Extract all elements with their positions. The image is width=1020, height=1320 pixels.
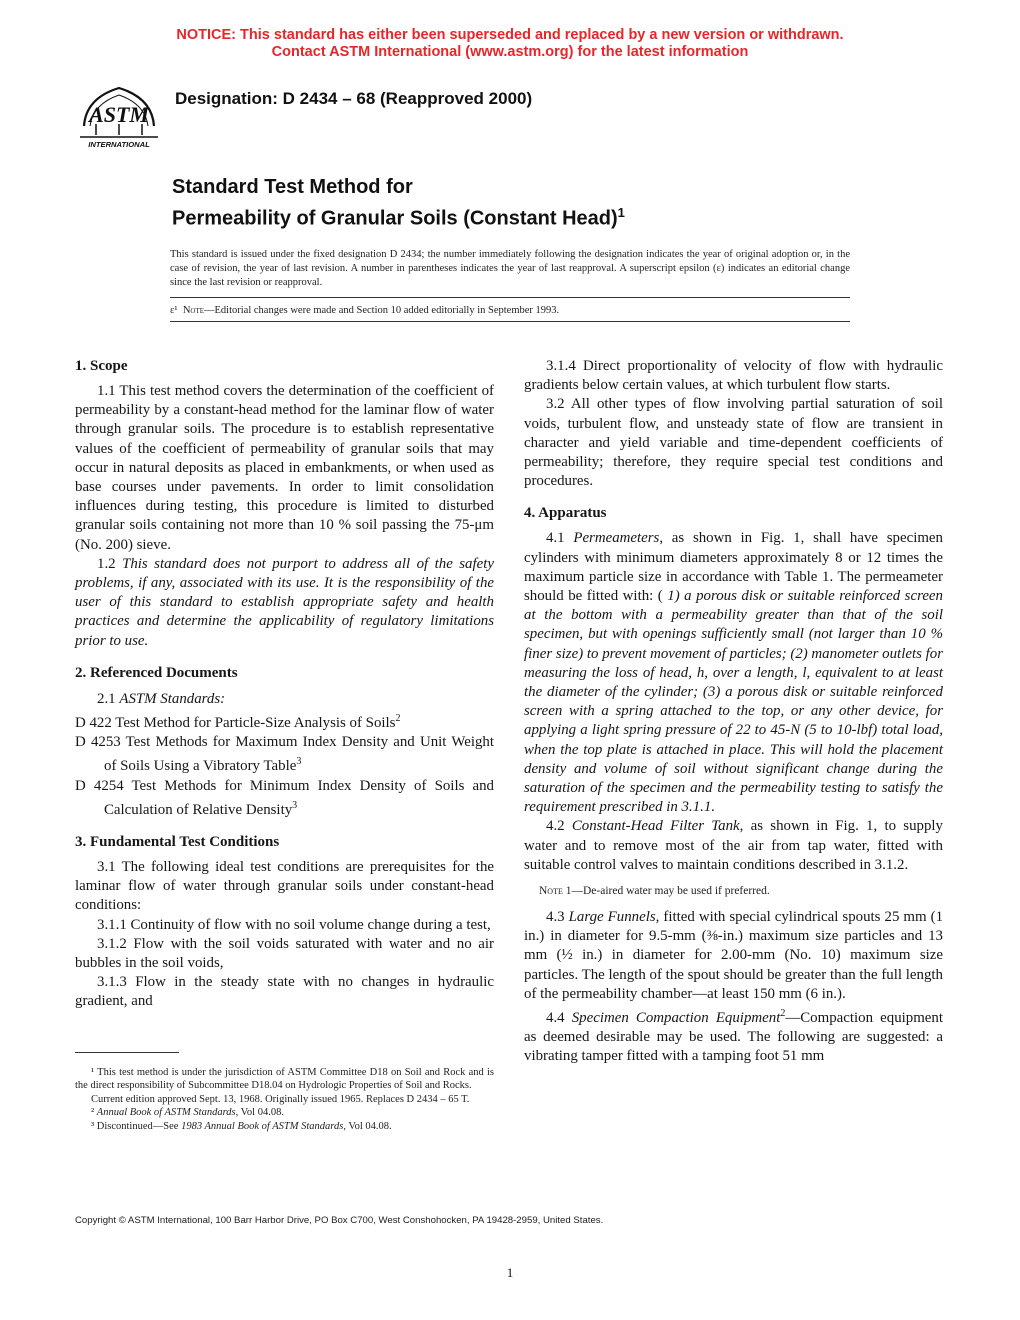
para-4-1: 4.1 Permeameters, as shown in Fig. 1, shall have specimen cylinders with minimum diameters approximately 8 or 12 times the maximum particle size in accordance with Table 1. The permeameter should be fitted with: ( 1) a porous disk or suitable reinforced screen at the bottom with a permeability greater than that of the soil specimen, but with openings sufficiently small (not larger than 10 % finer size) to prevent movement of particles; (2) manometer outlets for measuring the loss of head, h, over a length, l, equivalent to at least the diameter of the cylinder; (3) a porous disk or suitable reinforced screen with a spring attached to the top, or any other device, for applying a light spring pressure of 22 to 45-N (5 to 10-lbf) total load, when the top plate is attached in place. This will hold the placement density and volume of soil without significant change during the saturation of the specimen and the permeability testing to satisfy the requirement prescribed in 3.1.1. bbox=[524, 530, 943, 816]
title-line-2: Permeability of Granular Soils (Constant Head)$^1$ bbox=[172, 205, 625, 230]
para-3-1-4: 3.1.4 Direct proportionality of velocity of flow with hydraulic gradients below certain values, at which turbulent flow starts. bbox=[524, 358, 943, 394]
footnote-2: ² Annual Book of ASTM Standards, Vol 04.08. bbox=[91, 1107, 284, 1119]
para-4-4: 4.4 Specimen Compaction Equipment$^2$—Compaction equipment as deemed desirable may be used. The following are suggested: a vibrating tamper fitted with a tamping foot 51 mm bbox=[524, 1008, 943, 1065]
section-3-heading: 3. Fundamental Test Conditions bbox=[75, 833, 280, 850]
para-2-1: 2.1 ASTM Standards: bbox=[97, 690, 226, 707]
para-3-1-1: 3.1.1 Continuity of flow with no soil volume change during a test, bbox=[97, 916, 491, 933]
para-3-1-3: 3.1.3 Flow in the steady state with no changes in hydraulic gradient, and bbox=[75, 974, 494, 1010]
reference-d422: D 422 Test Method for Particle-Size Analysis of Soils$^2$ bbox=[75, 713, 401, 732]
notice-line-1: NOTICE: This standard has either been superseded and replaced by a new version or withdrawn. bbox=[176, 27, 844, 43]
notice-line-2: Contact ASTM International (www.astm.org) for the latest information bbox=[271, 44, 749, 60]
preamble-bottom-rule bbox=[170, 321, 850, 322]
copyright: Copyright © ASTM International, 100 Barr Harbor Drive, PO Box C700, West Conshohocken, PA 19428-2959, United States. bbox=[75, 1215, 604, 1226]
para-3-1-2: 3.1.2 Flow with the soil voids saturated with water and no air bubbles in the soil voids, bbox=[75, 935, 494, 971]
note-1: Note 1—De-aired water may be used if preferred. bbox=[539, 885, 770, 898]
logo-subtitle: INTERNATIONAL bbox=[88, 140, 150, 149]
footnote-1-edition: Current edition approved Sept. 13, 1968. Originally issued 1965. Replaces D 2434 – 65 T. bbox=[91, 1093, 470, 1105]
para-3-2: 3.2 All other types of flow involving partial saturation of soil voids, turbulent flow, and unsteady state of flow are transient in character and yield variable and time-dependent coefficients of permeability; therefore, they require special test conditions and procedures. bbox=[524, 396, 943, 490]
footnote-3: ³ Discontinued—See 1983 Annual Book of ASTM Standards, Vol 04.08. bbox=[91, 1120, 392, 1132]
title-footnote-mark: 1 bbox=[617, 205, 625, 220]
section-1-heading: 1. Scope bbox=[75, 358, 128, 374]
para-1-2: 1.2 This standard does not purport to address all of the safety problems, if any, associated with its use. It is the responsibility of the user of this standard to establish appropriate safety and health practices and determine the applicability of regulatory limitations prior to use. bbox=[75, 555, 494, 649]
section-4-heading: 4. Apparatus bbox=[524, 505, 607, 522]
logo-letters: ASTM bbox=[89, 102, 149, 127]
preamble-top-rule bbox=[170, 297, 850, 298]
reference-d4253: D 4253 Test Methods for Maximum Index Density and Unit Weight of Soils Using a Vibratory Table$^3$ bbox=[75, 734, 494, 775]
footnote-1: ¹ This test method is under the jurisdiction of ASTM Committee D18 on Soil and Rock and is the direct responsibility of Subcommittee D18.04 on Hydrologic Properties of Soil and Rocks. bbox=[75, 1067, 494, 1092]
para-1-1: 1.1 This test method covers the determination of the coefficient of permeability by a constant-head method for the laminar flow of water through granular soils. The procedure is to establish representative values of the coefficient of permeability of granular soils that may occur in natural deposits as placed in embankments, or when used as base courses under pavements. In order to limit consolidation influences during testing, this procedure is limited to disturbed granular soils containing not more than 10 % soil passing the 75-μm (No. 200) sieve. bbox=[75, 383, 494, 553]
right-column bbox=[524, 357, 943, 1067]
withdrawal-notice bbox=[0, 27, 1020, 61]
para-4-3: 4.3 Large Funnels, fitted with special cylindrical spouts 25 mm (1 in.) in diameter for 9.5-mm (⅜-in.) maximum size particles and 13 mm (½ in.) in diameter for 2.00-mm (No. 10) maximum size particles. The length of the spout should be greater than the full length of the permeability chamber—at least 150 mm (6 in.). bbox=[524, 909, 944, 1002]
designation: Designation: D 2434 – 68 (Reapproved 2000) bbox=[175, 89, 533, 108]
para-3-1: 3.1 The following ideal test conditions are prerequisites for the laminar flow of water through granular soils under constant-head conditions: bbox=[75, 858, 494, 914]
footnote-rule bbox=[75, 1052, 179, 1053]
title-line-1: Standard Test Method for bbox=[172, 176, 413, 198]
astm-logo-mark bbox=[76, 80, 162, 150]
document-title bbox=[172, 175, 625, 232]
para-4-2: 4.2 Constant-Head Filter Tank, as shown in Fig. 1, to supply water and to remove most of the air from tap water, fitted with suitable control valves to maintain conditions described in 3.1.2. bbox=[524, 818, 944, 873]
astm-logo bbox=[76, 80, 162, 150]
section-2-heading: 2. Referenced Documents bbox=[75, 664, 238, 681]
preamble: This standard is issued under the fixed designation D 2434; the number immediately following the designation indicates the year of original adoption or, in the case of revision, the year of last revision. A number in parentheses indicates the year of last reapproval. A superscript epsilon (ε) indicates an editorial change since the last revision or reapproval. bbox=[170, 249, 850, 289]
editorial-note: ε¹ Note—Editorial changes were made and Section 10 added editorially in September 1993. bbox=[170, 305, 560, 316]
left-column bbox=[75, 357, 494, 1012]
page-number: 1 bbox=[506, 1265, 514, 1280]
reference-d4254: D 4254 Test Methods for Minimum Index Density of Soils and Calculation of Relative Density$^3$ bbox=[75, 777, 494, 818]
footnotes bbox=[75, 1066, 494, 1133]
